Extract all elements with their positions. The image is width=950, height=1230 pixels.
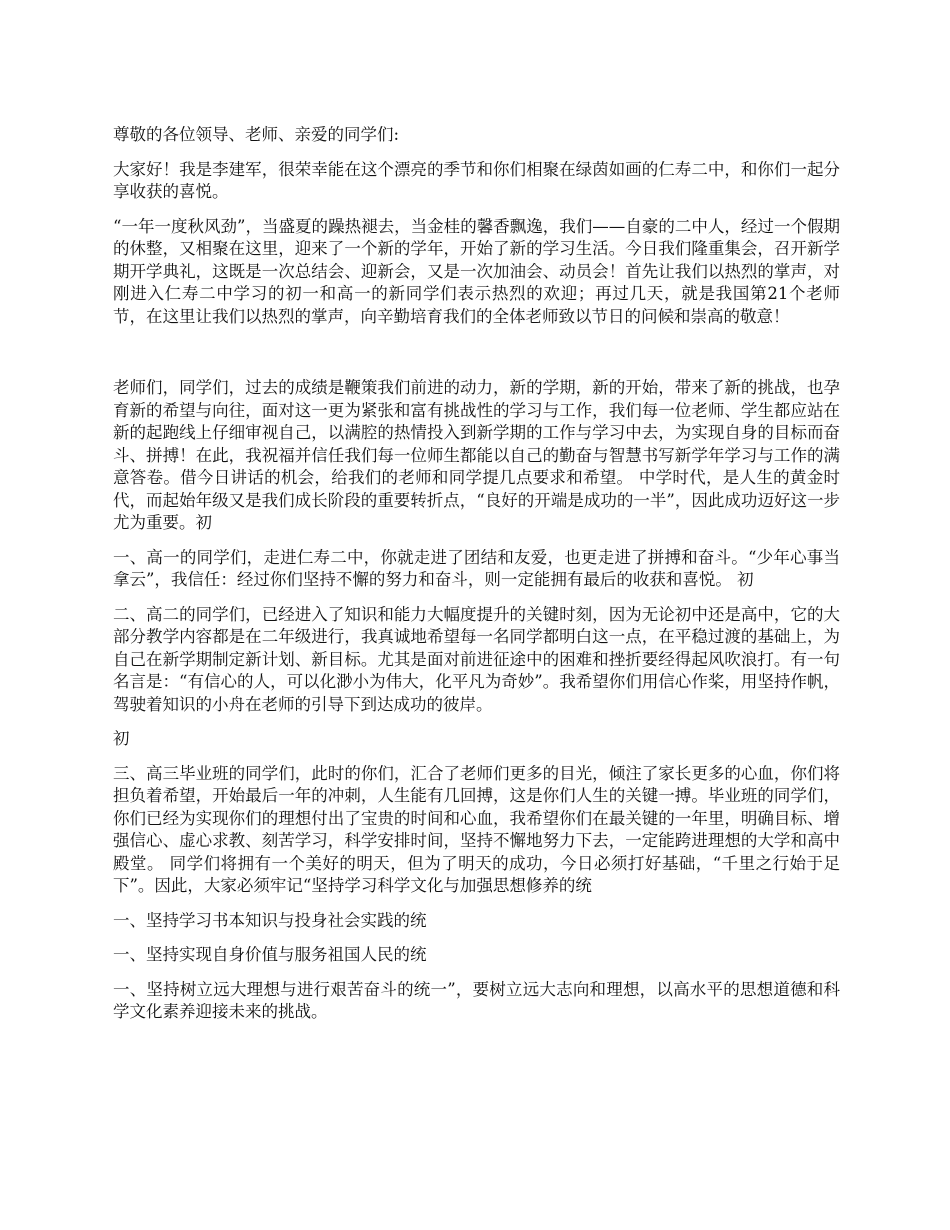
paragraph-point-one: 一、坚持学习书本知识与投身社会实践的统 — [113, 910, 427, 930]
paragraph-address-teachers-students: 老师们，同学们，过去的成绩是鞭策我们前进的动力，新的学期，新的开始，带来了新的挑战，也孕育新的希望与向往，面对这一更为紧张和富有挑战性的学习与工作，我们每一位老师、学生都应站在新的起跑线上仔细审视自己，以满腔的热情投入到新学期的工作与学习中去，为实现自身的目标而奋斗、拼搏！在此，我祝福并信任我们每一位师生都能以自己的勤奋与智慧书写新学年学习与工作的满意答卷。借今日讲话的机会，给我们的老师和同学提几点要求和希望。 中学时代，是人生的黄金时代，而起始年级又是我们成长阶段的重要转折点，“良好的开端是成功的一半”，因此成功迈好这一步尤为重要。初 — [113, 378, 840, 532]
salutation: 尊敬的各位领导、老师、亲爱的同学们: — [113, 125, 400, 144]
paragraph-point-three: 一、坚持树立远大理想与进行艰苦奋斗的统一”，要树立远大志向和理想，以高水平的思想道德和科学文化素养迎接未来的挑战。 — [113, 979, 840, 1021]
paragraph-grade-one: 一、高一的同学们，走进仁寿二中，你就走进了团结和友爱，也更走进了拼搏和奋斗。“少年心事当拿云”，我信任：经过你们坚持不懈的努力和奋斗，则一定能拥有最后的收获和喜悦。 初 — [113, 547, 840, 589]
paragraph-point-two: 一、坚持实现自身价值与服务祖国人民的统 — [113, 945, 427, 964]
paragraph-grade-three: 三、高三毕业班的同学们，此时的你们，汇合了老师们更多的目光，倾注了家长更多的心血，你们将担负着希望，开始最后一年的冲刺，人生能有几回搏，这是你们人生的关键一搏。毕业班的同学们，你们已经为实现你们的理想付出了宝贵的时间和心血，我希望你们在最关键的一年里，明确目标、增强信心、虚心求教、刻苦学习，科学安排时间，坚持不懈地努力下去，一定能跨进理想的大学和高中殿堂。 同学们将拥有一个美好的明天，但为了明天的成功，今日必须打好基础，“千里之行始于足下”。因此，大家必须牢记“坚持学习科学文化与加强思想修养的统 — [113, 763, 840, 895]
paragraph-opening: “一年一度秋风劲”，当盛夏的躁热褪去，当金桂的馨香飘逸，我们——自豪的二中人，经过一个假期的休整，又相聚在这里，迎来了一个新的学年，开始了新的学习生活。今日我们隆重集会，召开新学期开学典礼，这既是一次总结会、迎新会，又是一次加油会、动员会！首先让我们以热烈的掌声，对刚进入仁寿二中学习的初一和高一的新同学们表示热烈的欢迎；再过几天，就是我国第21个老师节，在这里让我们以热烈的掌声，向辛勤培育我们的全体老师致以节日的问候和崇高的敬意！ — [113, 216, 840, 326]
document-body — [113, 124, 840, 1036]
paragraph-grade-two: 二、高二的同学们，已经进入了知识和能力大幅度提升的关键时刻，因为无论初中还是高中，它的大部分教学内容都是在二年级进行，我真诚地希望每一名同学都明白这一点，在平稳过渡的基础上，为自己在新学期制定新计划、新目标。尤其是面对前进征途中的困难和挫折要经得起风吹浪打。有一句名言是：“有信心的人，可以化渺小为伟大，化平凡为奇妙”。我希望你们用信心作桨，用坚持作帆，驾驶着知识的小舟在老师的引导下到达成功的彼岸。 — [113, 604, 840, 714]
section-gap — [113, 340, 840, 377]
paragraph-fragment: 初 — [113, 729, 130, 748]
paragraph-greeting: 大家好！我是李建军，很荣幸能在这个漂亮的季节和你们相聚在绿茵如画的仁寿二中，和你们一起分享收获的喜悦。 — [113, 159, 840, 201]
